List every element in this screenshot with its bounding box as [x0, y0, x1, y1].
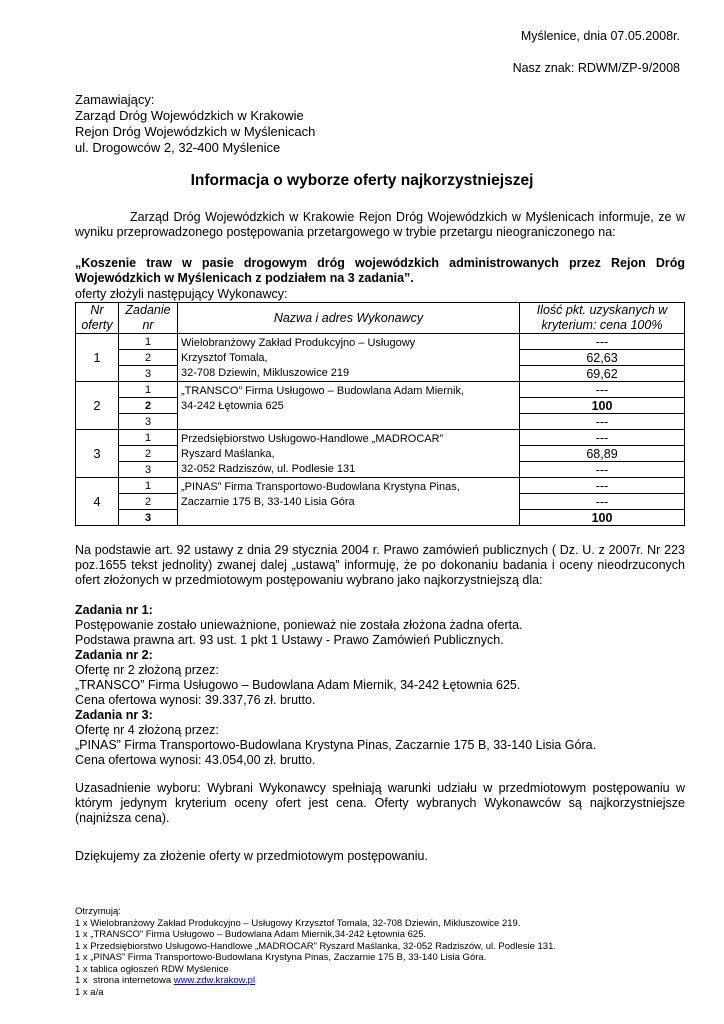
contractor-cell	[178, 334, 520, 382]
contractor-line: Krzysztof Tomala,	[181, 352, 268, 364]
contractor-line: „TRANSCO” Firma Usługowo – Budowlana Adam Miernik,	[181, 385, 465, 397]
justification-paragraph: Uzasadnienie wyboru: Wybrani Wykonawcy spełniają warunki udziału w przedmiotowym postępowaniu w którym jedynym kryterium oceny ofert jest cena. Oferty wybranych Wykonawców są najkorzystniejsze (najniższa cena).	[75, 781, 685, 825]
task-number-cell: 2	[119, 398, 178, 414]
client-label: Zamawiający:	[75, 92, 155, 107]
points-cell: ---	[520, 382, 685, 398]
recipients-block	[75, 906, 556, 998]
offers-table	[75, 302, 685, 526]
points-cell: 69,62	[520, 366, 685, 382]
task-number-cell: 1	[119, 478, 178, 494]
task-number-cell: 1	[119, 382, 178, 398]
contractor-line: Ryszard Maślanka,	[181, 448, 275, 460]
points-cell: ---	[520, 478, 685, 494]
thanks-text: Dziękujemy za złożenie oferty w przedmiotowym postępowaniu.	[75, 849, 428, 863]
contractor-line: 32-708 Dziewin, Mikluszowice 219	[181, 367, 350, 379]
contractor-line: Zaczarnie 175 B, 33-140 Lisia Góra	[181, 496, 355, 508]
points-cell: ---	[520, 334, 685, 350]
task-number-cell: 2	[119, 446, 178, 462]
website-link[interactable]: www.zdw.krakow.pl	[173, 975, 256, 986]
contractor-line: 32-052 Radziszów, ul. Podlesie 131	[181, 463, 356, 475]
table-row	[76, 382, 685, 398]
task-number-cell: 2	[119, 494, 178, 510]
intro-paragraph: Zarząd Dróg Wojewódzkich w Krakowie Rejon Dróg Wojewódzkich w Myślenicach informuje, ze w wyniku przeprowadzonego postępowania przetargowego w trybie przetargu nieograniczonego na:	[75, 210, 685, 239]
recipient-item: 1 x „PINAS” Firma Transportowo-Budowlana Krystyna Pinas, Zaczarnie 175 B, 33-140 Lisia Góra.	[75, 952, 487, 963]
recipient-item: 1 x Wielobranżowy Zakład Produkcyjno – Usługowy Krzysztof Tomala, 32-708 Dziewin, Mikluszowice 219.	[75, 917, 521, 929]
points-cell: ---	[520, 414, 685, 430]
table-row	[76, 334, 685, 350]
contractor-cell	[178, 430, 520, 478]
task-number-cell: 1	[119, 430, 178, 446]
offer-number-cell: 4	[76, 478, 119, 526]
task-number-cell: 3	[119, 414, 178, 430]
contractor-cell	[178, 382, 520, 430]
table-row	[76, 430, 685, 446]
document-title: Informacja o wyborze oferty najkorzystniejszej	[190, 172, 534, 189]
header-offer-no: Nr oferty	[76, 303, 119, 334]
header-contractor: Nazwa i adres Wykonawcy	[178, 303, 520, 334]
recipient-item-web	[75, 975, 556, 987]
offer-number-cell: 3	[76, 430, 119, 478]
task3-text: „PINAS” Firma Transportowo-Budowlana Krystyna Pinas, Zaczarnie 175 B, 33-140 Lisia Góra.	[75, 738, 597, 752]
points-cell: 100	[520, 398, 685, 414]
place-date: Myślenice, dnia 07.05.2008r.	[520, 29, 680, 43]
points-cell: 68,89	[520, 446, 685, 462]
contractor-cell	[178, 478, 520, 526]
offers-intro: oferty złożyli następujący Wykonawcy:	[75, 287, 288, 301]
decision-block	[75, 603, 685, 768]
task3-text: Ofertę nr 4 złożoną przez:	[75, 723, 219, 737]
points-cell: 100	[520, 510, 685, 526]
task3-heading: Zadania nr 3:	[75, 708, 153, 722]
offer-number-cell: 2	[76, 382, 119, 430]
task-number-cell: 3	[119, 462, 178, 478]
reference-number: Nasz znak: RDWM/ZP-9/2008	[512, 61, 680, 75]
contractor-line: 34-242 Łętownia 625	[181, 400, 284, 412]
recipients-label: Otrzymują:	[75, 906, 121, 917]
task2-text: Ofertę nr 2 złożoną przez:	[75, 663, 219, 677]
recipient-item: 1 x „TRANSCO” Firma Usługowo – Budowlana Adam Miernik,34-242 Łętownia 625.	[75, 929, 427, 940]
task1-heading: Zadania nr 1:	[75, 603, 153, 617]
web-prefix: 1 x strona internetowa	[75, 975, 174, 986]
task2-text: „TRANSCO” Firma Usługowo – Budowlana Adam Miernik, 34-242 Łętownia 625.	[75, 678, 521, 692]
offer-number-cell: 1	[76, 334, 119, 382]
task1-text: Postępowanie zostało unieważnione, ponieważ nie została złożona żadna oferta.	[75, 618, 523, 632]
task2-price: Cena ofertowa wynosi: 39.337,76 zł. brutto.	[75, 693, 316, 707]
points-cell: ---	[520, 462, 685, 478]
task-number-cell: 2	[119, 350, 178, 366]
client-block	[75, 92, 315, 156]
table-header-row	[76, 303, 685, 334]
recipient-item: 1 x a/a	[75, 986, 104, 998]
table-row	[76, 478, 685, 494]
task-number-cell: 1	[119, 334, 178, 350]
task3-price: Cena ofertowa wynosi: 43.054,00 zł. brutto.	[75, 753, 316, 767]
offers-body	[76, 334, 685, 526]
client-line: Rejon Dróg Wojewódzkich w Myślenicach	[75, 124, 316, 139]
recipient-item: 1 x Przedsiębiorstwo Usługowo-Handlowe „MADROCAR” Ryszard Maślanka, 32-052 Radziszów, ul. Podlesie 131.	[75, 940, 557, 952]
tender-subject: „Koszenie traw w pasie drogowym dróg wojewódzkich administrowanych przez Rejon Dróg Wojewódzkich w Myślenicach z podziałem na 3 zadania”.	[75, 256, 685, 285]
client-line: ul. Drogowców 2, 32-400 Myślenice	[75, 140, 281, 155]
points-cell: 62,63	[520, 350, 685, 366]
task-number-cell: 3	[119, 510, 178, 526]
header-task-no: Zadanie nr	[119, 303, 178, 334]
header-points: Ilość pkt. uzyskanych w kryterium: cena 100%	[520, 303, 685, 334]
task1-text: Podstawa prawna art. 93 ust. 1 pkt 1 Ustawy - Prawo Zamówień Publicznych.	[75, 633, 504, 647]
recipient-item: 1 x tablica ogłoszeń RDW Myślenice	[75, 963, 229, 975]
legal-basis-paragraph: Na podstawie art. 92 ustawy z dnia 29 stycznia 2004 r. Prawo zamówień publicznych ( Dz. U. z 2007r. Nr 223 poz.1655 tekst jednolity) zwanej dalej „ustawą” informuję, że po dokonaniu badania i oceny nieodrzuconych ofert złożonych w przedmiotowym postępowaniu wybrano jako najkorzystniejszą dla:	[75, 543, 685, 587]
client-line: Zarząd Dróg Wojewódzkich w Krakowie	[75, 108, 304, 123]
contractor-line: Wielobranżowy Zakład Produkcyjno – Usługowy	[181, 337, 416, 349]
task2-heading: Zadania nr 2:	[75, 648, 153, 662]
points-cell: ---	[520, 494, 685, 510]
contractor-line: Przedsiębiorstwo Usługowo-Handlowe „MADROCAR”	[181, 433, 444, 445]
contractor-line: „PINAS” Firma Transportowo-Budowlana Krystyna Pinas,	[181, 481, 460, 493]
points-cell: ---	[520, 430, 685, 446]
task-number-cell: 3	[119, 366, 178, 382]
